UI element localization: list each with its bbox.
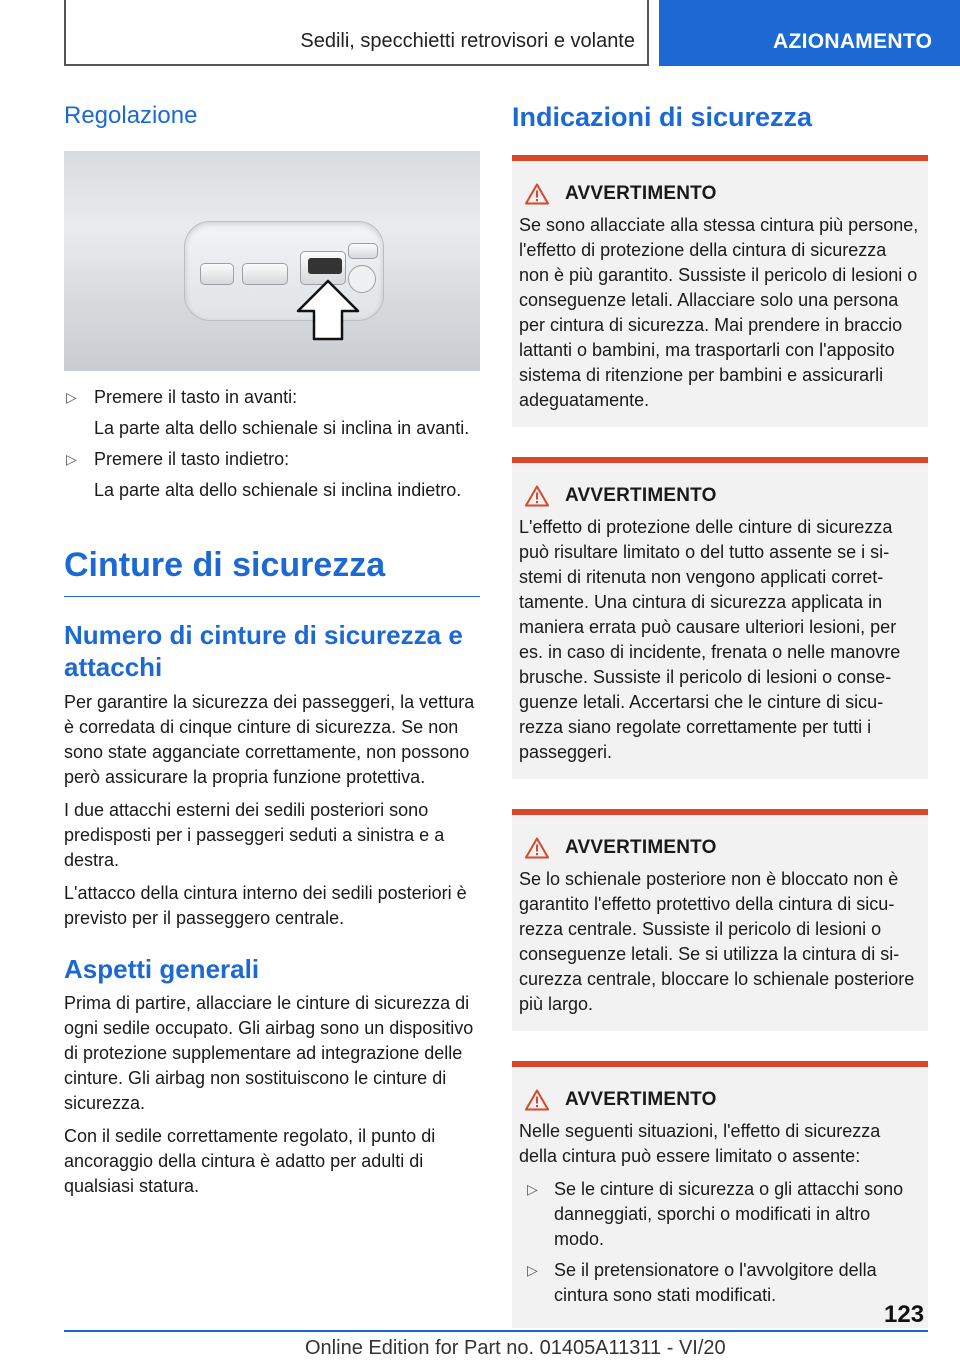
adjust-item-label: Premere il tasto in avanti: [94,387,298,408]
subheading-aspetti-generali: Aspetti generali [64,953,260,984]
paragraph: Prima di partire, allacciare le cinture di sicurezza di ogni sedile occupato. Gli airbag sono un dispositivo di protezione supplementare ad integrazione delle cinture. Gli airbag non sostituiscono le cinture di sicurezza. [64,993,474,1114]
seat-button [348,243,378,259]
warning-box [512,1061,928,1328]
list-item: ▷ Se il pretensionatore o l'avvolgitore della cintura sono stati modificati. [519,1258,920,1308]
paragraph: I due attacchi esterni dei sedili posteriori sono predisposti per i passeggeri seduti a sinistra e a destra. [64,799,445,870]
warning-text: Se lo schienale posteriore non è bloccato non è garantito l'effetto protettivo della cintura di sicurezza centrale. Sussiste il pericolo di lesioni o conseguenze letali. Se si utilizza la cintura di sicurezza centrale, bloccare lo schienale posteriore più largo. [519,869,915,1015]
seat-button [200,263,234,285]
paragraph: Per garantire la sicurezza dei passeggeri, la vettura è corredata di cinque cinture di sicurezza. Se non sono state agganciate correttamente, non possono però assicurare la propria funzione protettiva. [64,691,475,787]
warning-title-row [519,837,920,859]
warning-text: Se sono allacciate alla stessa cintura più persone, l'effetto di protezione della cintura di sicurezza non è più garantito. Sussiste il pericolo di lesioni o conseguenze letali. Allacciare solo una persona per cintura di sicurezza. Mai prendere in braccio lattanti o bambini, ma trasportarli con l'apposito sistema di ritenzione per bambini e assicurarli adeguatamente. [519,215,919,411]
footer-edition: Online Edition for Part no. 01405A11311 - VI/20 [305,1337,726,1359]
subheading-numero-cinture: Numero di cinture di sicurezza e attacchi [64,619,463,683]
adjust-item-detail: La parte alta dello schienale si inclina in avanti. [94,418,470,439]
header-section-title: Sedili, specchietti retrovisori e volante [300,30,635,52]
paragraph: L'attacco della cintura interno dei sedili posteriori è previsto per il passeggero centrale. [64,882,467,928]
list-item: ▷ Se le cinture di sicurezza o gli attacchi sono danneggiati, sporchi o modificati in altro modo. [519,1177,920,1252]
footer-divider [64,1330,928,1332]
warning-title-row [519,1089,920,1111]
warning-title-row [519,183,920,205]
warning-title: AVVERTIMENTO [565,1089,717,1111]
warning-title: AVVERTIMENTO [565,837,717,859]
warning-triangle-icon [525,837,549,859]
heading-indicazioni-sicurezza: Indicazioni di sicurezza [512,102,813,132]
warning-box [512,457,928,779]
warning-triangle-icon [525,1089,549,1111]
seat-button [242,263,288,285]
warning-triangle-icon [525,183,549,205]
warning-title: AVVERTIMENTO [565,183,717,205]
warning-text: L'effetto di protezione delle cinture di sicurezza può risultare limitato o del tutto assente se i sistemi di ritenuta non vengono applicati correttamente. Una cintura di sicurezza applicata in maniera errata può causare ulteriori lesioni, per es. in caso di incidente, frenata o nelle manovre brusche. Sussiste il pericolo di lesioni o conseguenze letali. Accertarsi che le cinture di sicurezza siano regolate correttamente per tutti i passeggeri. [519,517,901,763]
warning-text: Nelle seguenti situazioni, l'effetto di sicurezza della cintura può essere limitato o assente: [519,1121,881,1167]
warning-title: AVVERTIMENTO [565,485,717,507]
adjust-item-detail: La parte alta dello schienale si inclina indietro. [94,480,462,501]
list-item [64,447,480,503]
seat-backrest-button [308,258,342,274]
seat-control-photo [64,151,480,371]
heading-regolazione: Regolazione [64,102,198,129]
page-number: 123 [884,1301,925,1328]
warning-title-row [519,485,920,507]
header-chapter-title: AZIONAMENTO [773,30,933,53]
warning-list [519,1177,920,1308]
list-item [64,385,480,441]
paragraph: Con il sedile correttamente regolato, il punto di ancoraggio della cintura è adatto per adulti di qualsiasi statura. [64,1126,436,1197]
warning-triangle-icon [525,485,549,507]
warning-box [512,155,928,427]
chapter-title: Cinture di sicurezza [64,545,480,597]
header-section-tab [64,0,649,66]
seat-control-arrow-icon [296,279,360,341]
adjust-list [64,385,480,503]
left-column [64,100,480,1199]
warning-box [512,809,928,1031]
adjust-item-label: Premere il tasto indietro: [94,449,290,470]
right-column [512,100,928,1328]
header-chapter-tab[interactable] [659,0,960,66]
